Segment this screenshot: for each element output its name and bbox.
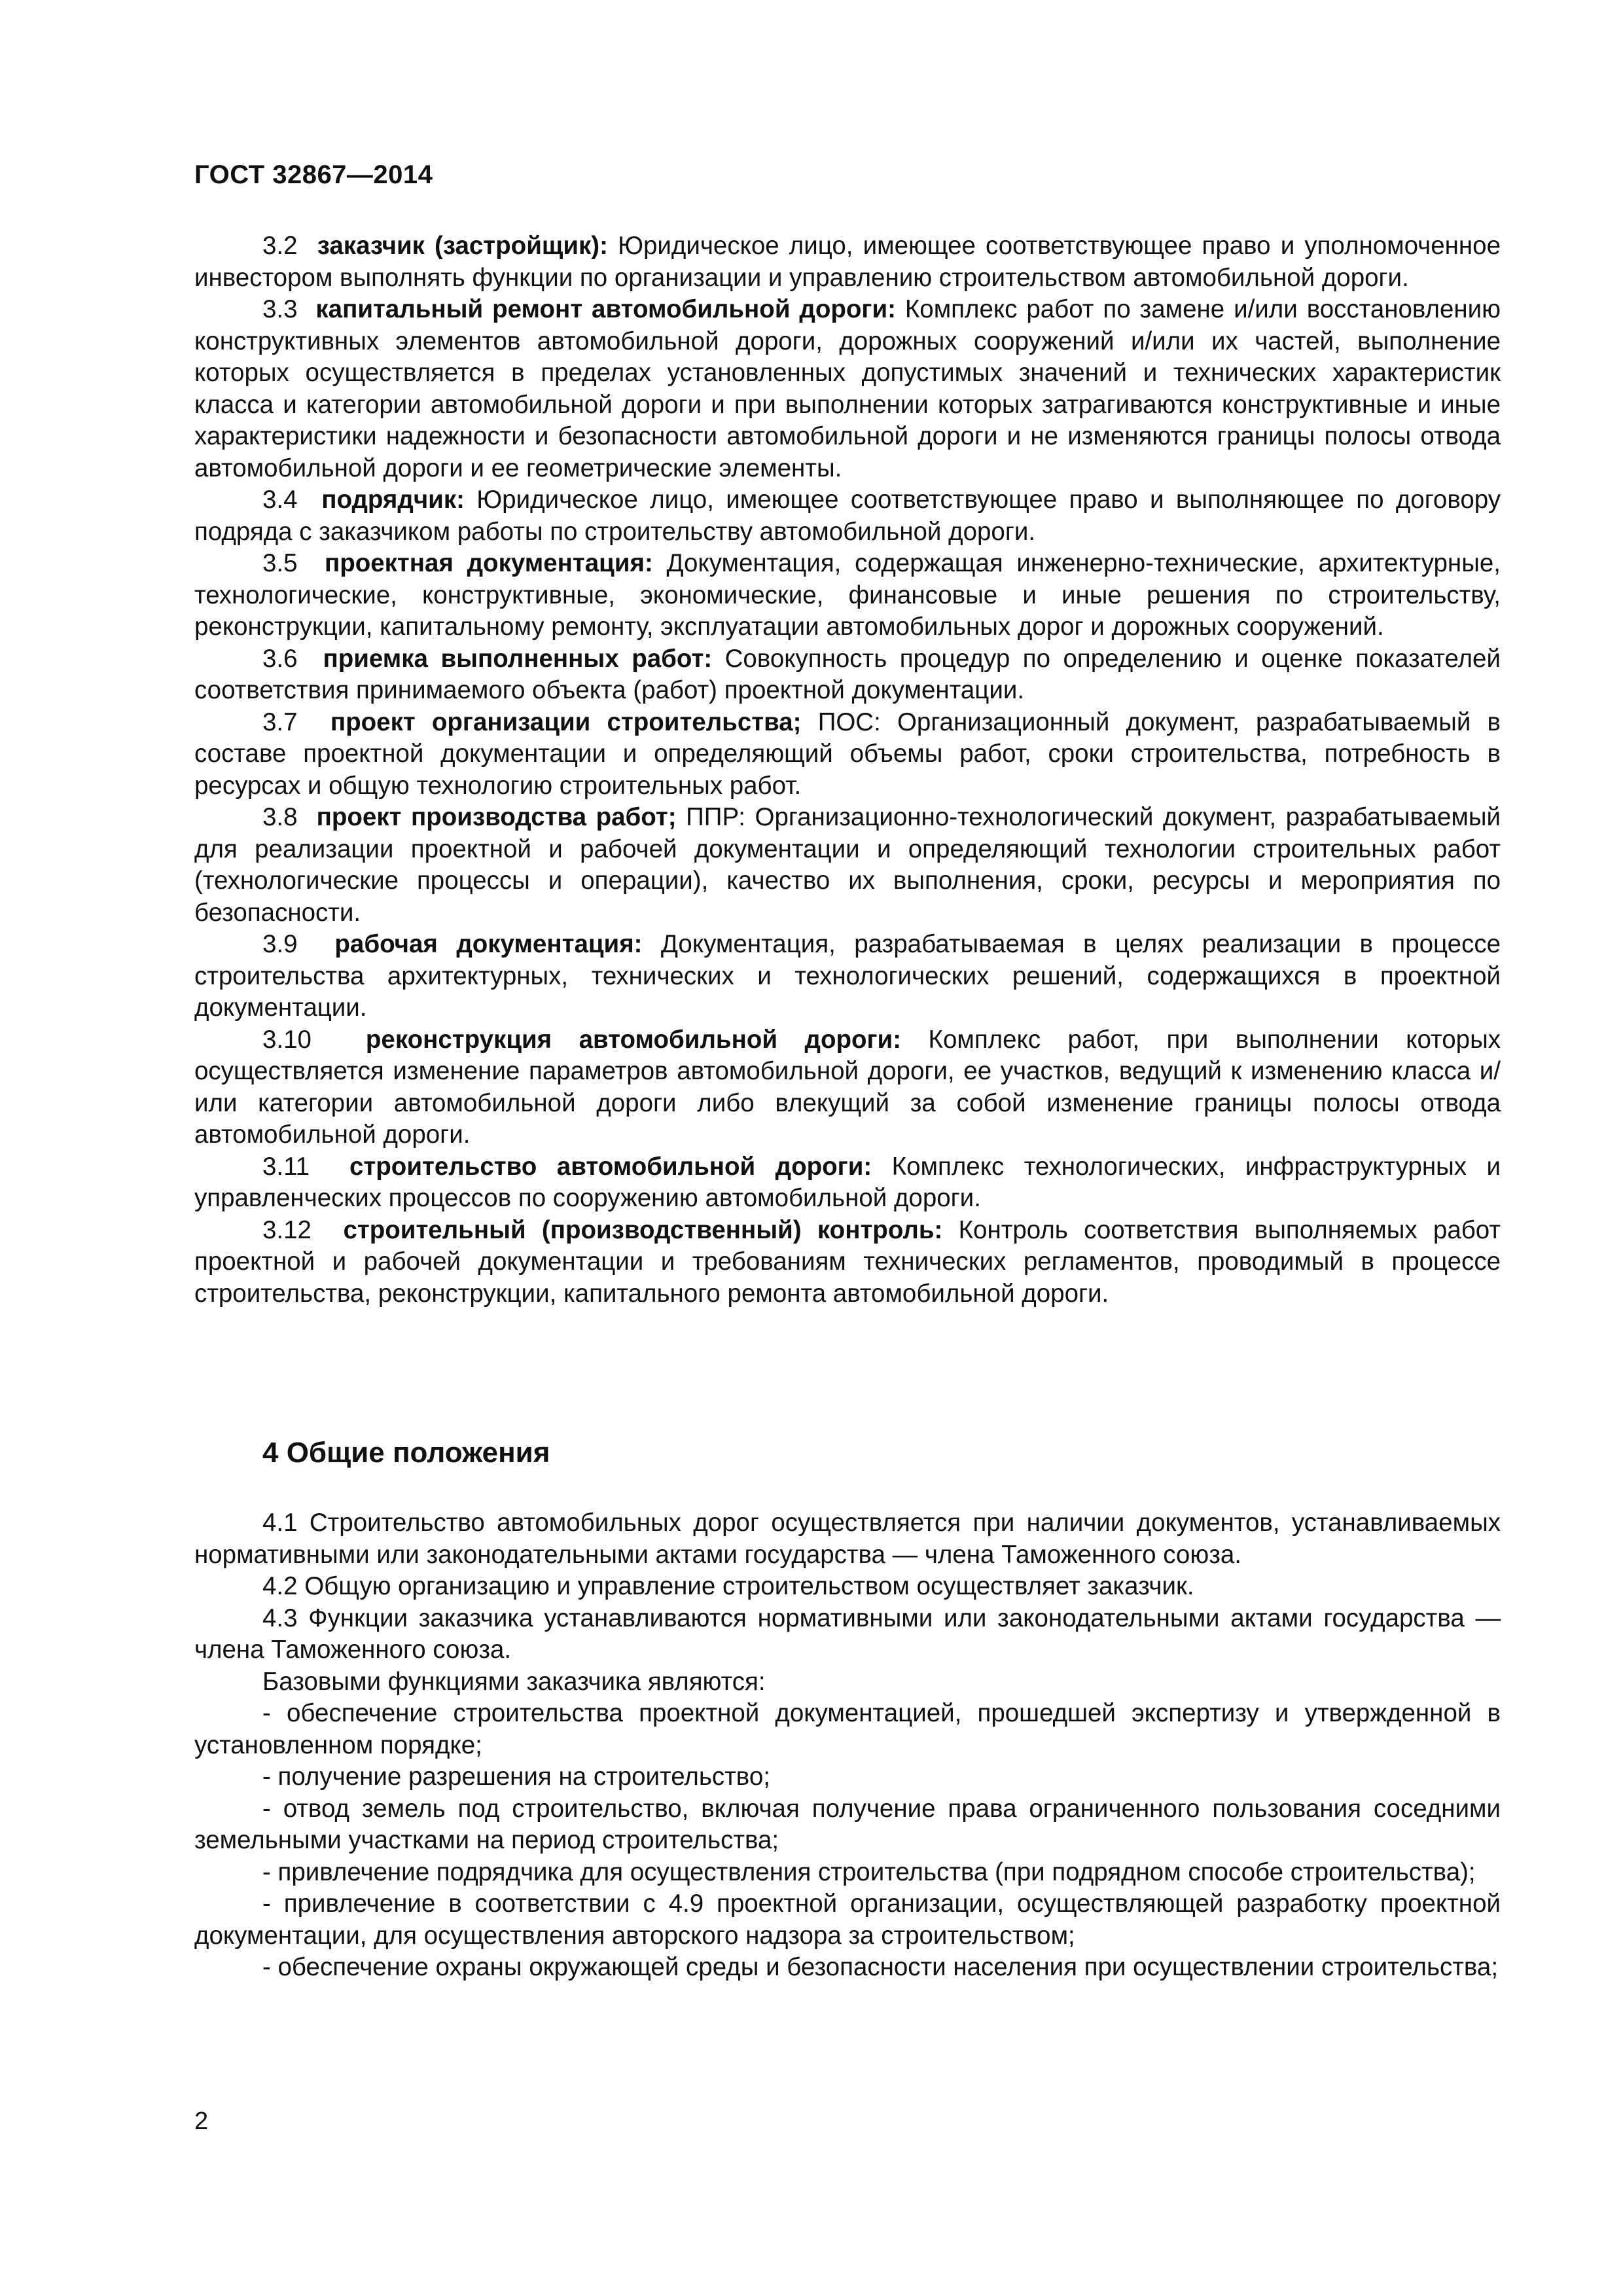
list-item: - обеспечение охраны окружающей среды и безопасности населения при осуществлении строительства;	[262, 1953, 1499, 1981]
definition-text: ПОС: Организационный документ, разрабатываемый в составе проектной документации и определяющий объемы работ, сроки строительства, потребность в ресурсах и общую технологию строительных работ.	[194, 708, 1501, 800]
definition-number: 3.11	[262, 1152, 310, 1181]
definition-term: рабочая документация:	[334, 930, 643, 958]
list-item: - привлечение в соответствии с 4.9 проектной организации, осуществляющей разработку проектной документации, для осуществления авторского надзора за строительством;	[194, 1890, 1501, 1950]
definitions-block	[194, 230, 1501, 1310]
definition-number: 3.10	[262, 1025, 312, 1054]
definition-text: ППР: Организационно-технологический документ, разрабатываемый для реализации проектной и рабочей документации и определяющий технологии строительных работ (технологические процессы и операции), качество их выполнения, сроки, ресурсы и мероприятия по безопасности.	[194, 803, 1501, 927]
definition-term: реконструкция автомобильной дороги:	[365, 1025, 902, 1054]
definition-text: Комплекс работ, при выполнении которых осуществляется изменение параметров автомобильной дороги, ее участков, ведущий к изменению класса и/или категории автомобильной дороги либо влекущий за собой изменение границы полосы отвода автомобильной дороги.	[194, 1025, 1501, 1149]
definition-term: проектная документация:	[324, 549, 653, 577]
definition-text: Документация, содержащая инженерно-технические, архитектурные, технологические, конструктивные, экономические, финансовые и иные решения по строительству, реконструкции, капитальному ремонту, эксплуатации автомобильных дорог и дорожных сооружений.	[194, 549, 1501, 641]
definition-term: приемка выполненных работ:	[323, 644, 713, 673]
definition-text: Документация, разрабатываемая в целях реализации в процессе строительства архитектурных, технических и технологических решений, содержащихся в проектной документации.	[194, 930, 1501, 1022]
definition-text: Комплекс работ по замене и/или восстановлению конструктивных элементов автомобильной дороги, дорожных сооружений и/или их частей, выполнение которых осуществляется в пределах установленных допустимых значений и технических характеристик класса и категории автомобильной дороги и при выполнении которых затрагиваются конструктивные и иные характеристики надежности и безопасности автомобильной дороги и не изменяются границы полосы отвода автомобильной дороги и ее геометрические элементы.	[194, 295, 1501, 482]
definition-text: Контроль соответствия выполняемых работ проектной и рабочей документации и требованиям технических регламентов, проводимый в процессе строительства, реконструкции, капитального ремонта автомобильной дороги.	[194, 1215, 1501, 1308]
definition-3-12	[194, 1215, 1501, 1310]
definition-number: 3.7	[262, 708, 298, 736]
paragraph-4-2: 4.2 Общую организацию и управление строительством осуществляет заказчик.	[262, 1572, 1194, 1600]
definition-term: строительство автомобильной дороги:	[349, 1152, 872, 1181]
definition-number: 3.2	[262, 232, 298, 260]
definition-number: 3.3	[262, 295, 298, 323]
paragraph-4-1: 4.1 Строительство автомобильных дорог осуществляется при наличии документов, устанавливаемых нормативными или законодательными актами государства — члена Таможенного союза.	[194, 1509, 1501, 1569]
definition-3-9	[194, 929, 1501, 1024]
definition-3-3	[194, 294, 1501, 484]
definition-3-11	[194, 1151, 1501, 1215]
definition-number: 3.5	[262, 549, 298, 577]
paragraph-basic-functions: Базовыми функциями заказчика являются:	[262, 1667, 766, 1696]
definition-number: 3.9	[262, 930, 298, 958]
definition-text: Совокупность процедур по определению и оценке показателей соответствия принимаемого объекта (работ) проектной документации.	[194, 644, 1501, 704]
section-4-heading: 4 Общие положения	[262, 1437, 550, 1469]
definition-term: проект производства работ;	[316, 803, 677, 831]
definition-term: подрядчик:	[321, 486, 465, 514]
list-item: - отвод земель под строительство, включая получение права ограниченного пользования соседними земельными участками на период строительства;	[194, 1794, 1501, 1854]
definition-3-4	[194, 484, 1501, 548]
page-number: 2	[194, 2108, 209, 2135]
list-item: - получение разрешения на строительство;	[262, 1763, 770, 1791]
definition-text: Юридическое лицо, имеющее соответствующее право и уполномоченное инвестором выполнять функции по организации и управлению строительством автомобильной дороги.	[194, 232, 1501, 292]
definition-term: строительный (производственный) контроль:	[343, 1215, 943, 1244]
definition-3-8	[194, 802, 1501, 929]
definition-term: заказчик (застройщик):	[317, 232, 608, 260]
definition-3-5	[194, 548, 1501, 643]
definition-term: капитальный ремонт автомобильной дороги:	[315, 295, 896, 323]
definition-text: Комплекс технологических, инфраструктурных и управленческих процессов по сооружению автомобильной дороги.	[194, 1152, 1501, 1212]
definition-number: 3.4	[262, 486, 298, 514]
list-item: - обеспечение строительства проектной документацией, прошедшей экспертизу и утвержденной в установленном порядке;	[194, 1699, 1501, 1759]
definition-term: проект организации строительства;	[330, 708, 802, 736]
definition-3-10	[194, 1024, 1501, 1151]
paragraph-4-3: 4.3 Функции заказчика устанавливаются нормативными или законодательными актами государства — члена Таможенного союза.	[194, 1604, 1501, 1664]
definition-3-6	[194, 643, 1501, 707]
definition-number: 3.8	[262, 803, 298, 831]
definition-3-7	[194, 707, 1501, 802]
list-item: - привлечение подрядчика для осуществления строительства (при подрядном способе строительства);	[262, 1857, 1476, 1886]
definition-number: 3.6	[262, 644, 298, 673]
section-4-body	[194, 1507, 1501, 1984]
document-header: ГОСТ 32867—2014	[194, 160, 433, 189]
definition-3-2	[194, 230, 1501, 294]
definition-number: 3.12	[262, 1215, 312, 1244]
definition-text: Юридическое лицо, имеющее соответствующее право и выполняющее по договору подряда с заказчиком работы по строительству автомобильной дороги.	[194, 486, 1501, 546]
